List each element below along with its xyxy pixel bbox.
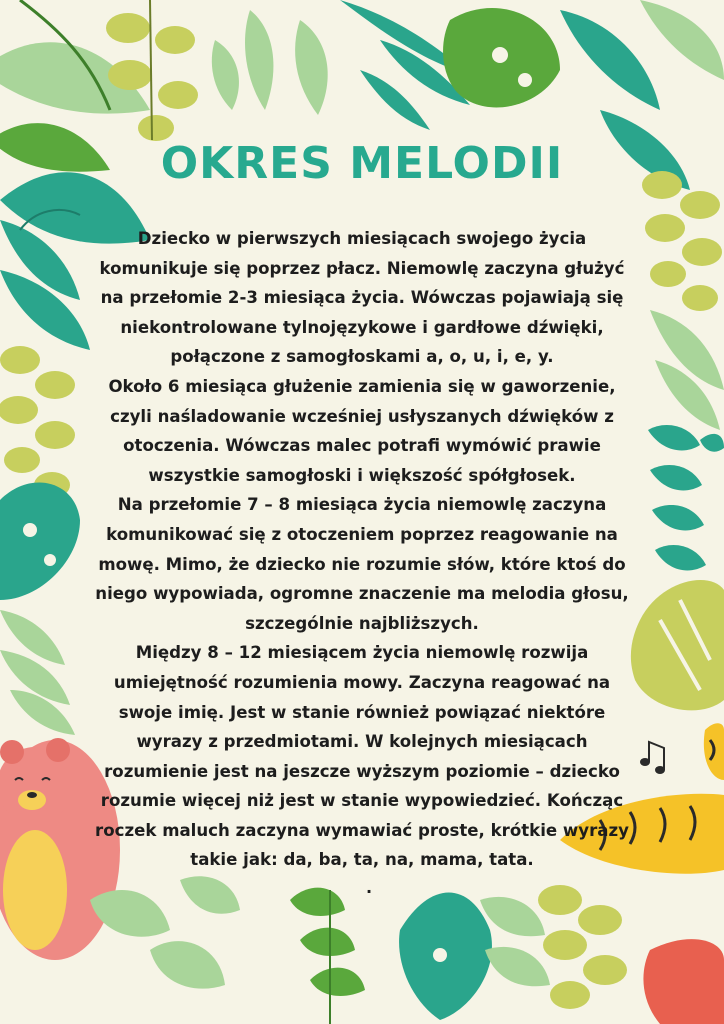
trailing-dot: . (366, 878, 373, 897)
bottom-right-olive (538, 885, 627, 1009)
right-teal-leaves (648, 425, 724, 570)
left-monstera (0, 483, 80, 600)
page-title: OKRES MELODII (160, 138, 564, 189)
top-monstera (443, 8, 560, 107)
bottom-center-teal (399, 893, 492, 1021)
bottom-left-light-leaves (90, 876, 240, 988)
paragraph-2: Około 6 miesiąca głużenie zamienia się w gaworzenie, czyli naśladowanie wcześniej usłyszanych dźwięków z otoczenia. Wówczas malec potrafi wymówić prawie wszystkie samogłoski i większość spółgłosek. (108, 376, 616, 485)
body-text (92, 224, 632, 875)
bottom-right-red-leaf (643, 939, 724, 1024)
right-olive-leaves (642, 171, 722, 311)
left-olive-leaves (0, 346, 75, 498)
paragraph-1: Dziecko w pierwszych miesiącach swojego życia komunikuje się poprzez płacz. Niemowlę zaczyna głużyć na przełomie 2-3 miesiąca życia. Wówczas pojawiają się niekontrolowane tylnojęzykowe i gardłowe dźwięki, połączone z samogłoskami a, o, u, i, e, y. (99, 229, 625, 367)
right-light-fern (650, 310, 724, 430)
top-center-ferns (212, 10, 328, 115)
left-light-fern (0, 610, 75, 735)
bottom-center-green (290, 888, 365, 1024)
music-note-icon (640, 742, 665, 774)
right-monstera-leaf (631, 580, 724, 710)
paragraph-3: Na przełomie 7 – 8 miesiąca życia niemowlę zaczyna komunikować się z otoczeniem poprzez reagowanie na mowę. Mimo, że dziecko nie rozumie słów, które ktoś do niego wypowiada, ogromne znaczenie ma melodia głosu, szczególnie najbliższych. (95, 495, 629, 633)
top-olive-leaves (106, 0, 198, 141)
paragraph-4: Między 8 – 12 miesiącem życia niemowlę rozwija umiejętność rozumienia mowy. Zaczyna reagować na swoje imię. Jest w stanie również powiązać niektóre wyrazy z przedmiotami. W kolejnych miesiącach rozumienie jest na jeszcze wyższym poziomie – dziecko rozumie więcej niż jest w stanie wypowiedzieć. Kończąc roczek maluch zaczyna wymawiać proste, krótkie wyrazy takie jak: da, ba, ta, na, mama, tata. (95, 643, 629, 870)
